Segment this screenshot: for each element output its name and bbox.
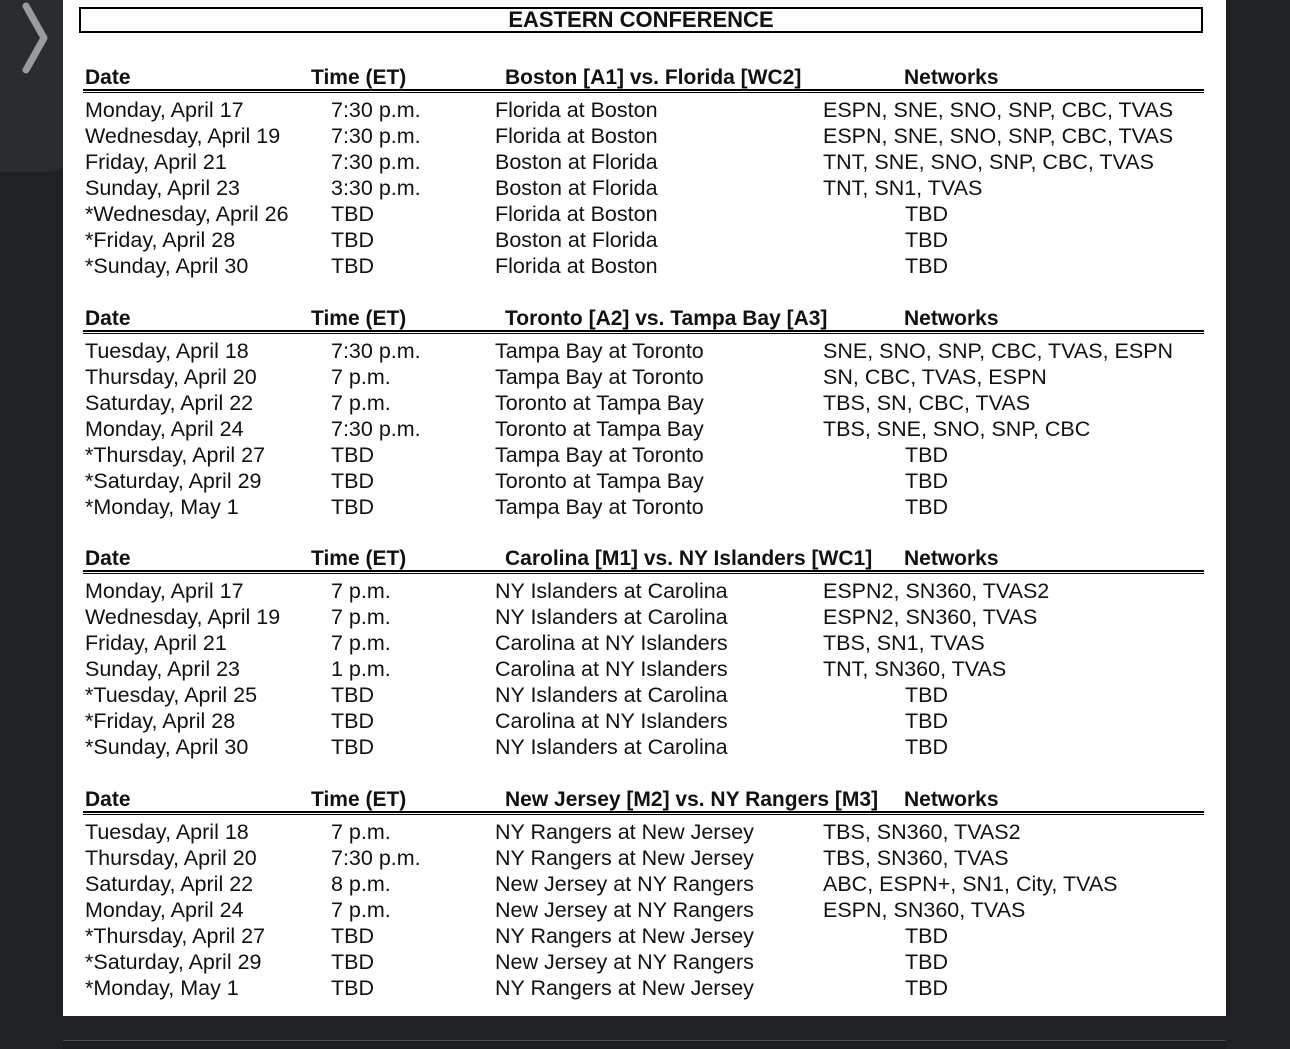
game-networks: SNE, SNO, SNP, CBC, TVAS, ESPN [823, 339, 1174, 363]
series-block [63, 307, 1226, 527]
game-matchup: Carolina at NY Islanders [495, 709, 728, 733]
game-date: Monday, April 17 [85, 98, 244, 122]
game-row [63, 338, 1226, 364]
series-block [63, 66, 1226, 286]
column-header-date: Date [85, 66, 131, 89]
schedule-document [63, 0, 1226, 1016]
game-time: 7 p.m. [331, 631, 391, 655]
game-date: Friday, April 21 [85, 631, 227, 655]
game-date: Thursday, April 20 [85, 846, 257, 870]
game-matchup: NY Islanders at Carolina [495, 605, 728, 629]
game-date: Friday, April 21 [85, 150, 227, 174]
game-time: 7 p.m. [331, 391, 391, 415]
game-date: Saturday, April 22 [85, 391, 254, 415]
column-header-date: Date [85, 307, 131, 330]
game-matchup: NY Rangers at New Jersey [495, 820, 754, 844]
game-networks: TNT, SN1, TVAS [823, 176, 983, 200]
game-networks: ESPN, SN360, TVAS [823, 898, 1026, 922]
game-row [63, 708, 1226, 734]
game-date: *Wednesday, April 26 [85, 202, 289, 226]
game-matchup: NY Islanders at Carolina [495, 683, 728, 707]
game-row [63, 578, 1226, 604]
game-row [63, 819, 1226, 845]
game-networks: TNT, SN360, TVAS [823, 657, 1007, 681]
game-matchup: Tampa Bay at Toronto [495, 365, 704, 389]
game-matchup: Boston at Florida [495, 150, 658, 174]
game-networks: ESPN2, SN360, TVAS2 [823, 579, 1050, 603]
game-matchup: Toronto at Tampa Bay [495, 391, 704, 415]
series-matchup: Toronto [A2] vs. Tampa Bay [A3] [505, 307, 828, 330]
game-date: Wednesday, April 19 [85, 124, 281, 148]
game-time: 3:30 p.m. [331, 176, 421, 200]
game-date: Thursday, April 20 [85, 365, 257, 389]
game-time: 7 p.m. [331, 365, 391, 389]
game-date: *Sunday, April 30 [85, 254, 249, 278]
game-networks: TBD [905, 735, 948, 759]
header-rule [83, 570, 1204, 574]
column-header-time: Time (ET) [311, 788, 407, 811]
game-row [63, 123, 1226, 149]
game-networks: TBD [905, 976, 948, 1000]
game-date: *Friday, April 28 [85, 709, 236, 733]
game-time: TBD [331, 735, 374, 759]
game-time: 7:30 p.m. [331, 339, 421, 363]
game-row [63, 975, 1226, 1001]
game-row [63, 604, 1226, 630]
game-date: Monday, April 17 [85, 579, 244, 603]
game-matchup: Tampa Bay at Toronto [495, 339, 704, 363]
column-header-time: Time (ET) [311, 66, 407, 89]
game-row [63, 734, 1226, 760]
game-time: TBD [331, 924, 374, 948]
game-matchup: Florida at Boston [495, 124, 658, 148]
game-time: TBD [331, 443, 374, 467]
game-date: *Tuesday, April 25 [85, 683, 258, 707]
game-matchup: Tampa Bay at Toronto [495, 495, 704, 519]
column-header-date: Date [85, 547, 131, 570]
column-header-time: Time (ET) [311, 307, 407, 330]
header-rule [83, 89, 1204, 93]
game-date: *Friday, April 28 [85, 228, 236, 252]
game-networks: TBD [905, 950, 948, 974]
game-date: Tuesday, April 18 [85, 820, 249, 844]
game-time: 7 p.m. [331, 605, 391, 629]
column-header-networks: Networks [904, 547, 999, 570]
game-time: TBD [331, 976, 374, 1000]
game-row [63, 923, 1226, 949]
game-row [63, 97, 1226, 123]
game-matchup: Florida at Boston [495, 254, 658, 278]
game-networks: TBD [905, 495, 948, 519]
header-rule [83, 811, 1204, 815]
game-matchup: Florida at Boston [495, 98, 658, 122]
game-time: TBD [331, 683, 374, 707]
game-date: Monday, April 24 [85, 417, 244, 441]
game-time: 7:30 p.m. [331, 124, 421, 148]
game-time: 7:30 p.m. [331, 417, 421, 441]
game-row [63, 845, 1226, 871]
game-date: *Saturday, April 29 [85, 950, 262, 974]
game-networks: ESPN, SNE, SNO, SNP, CBC, TVAS [823, 124, 1174, 148]
game-matchup: New Jersey at NY Rangers [495, 950, 754, 974]
game-matchup: NY Islanders at Carolina [495, 579, 728, 603]
game-time: TBD [331, 202, 374, 226]
game-time: 7:30 p.m. [331, 846, 421, 870]
series-block [63, 788, 1226, 1008]
game-row [63, 364, 1226, 390]
game-row [63, 253, 1226, 279]
game-row [63, 630, 1226, 656]
game-matchup: Florida at Boston [495, 202, 658, 226]
series-matchup: Carolina [M1] vs. NY Islanders [WC1] [505, 547, 873, 570]
game-row [63, 149, 1226, 175]
game-time: 7:30 p.m. [331, 98, 421, 122]
game-date: *Thursday, April 27 [85, 924, 266, 948]
game-networks: TBS, SN360, TVAS [823, 846, 1009, 870]
game-date: Sunday, April 23 [85, 176, 240, 200]
game-networks: TBD [905, 254, 948, 278]
game-time: 8 p.m. [331, 872, 391, 896]
header-rule [83, 330, 1204, 334]
series-matchup: New Jersey [M2] vs. NY Rangers [M3] [505, 788, 879, 811]
game-networks: TBS, SN, CBC, TVAS [823, 391, 1031, 415]
column-header-date: Date [85, 788, 131, 811]
game-date: Saturday, April 22 [85, 872, 254, 896]
game-row [63, 468, 1226, 494]
game-date: *Saturday, April 29 [85, 469, 262, 493]
game-networks: TBD [905, 924, 948, 948]
game-matchup: Carolina at NY Islanders [495, 657, 728, 681]
game-networks: TBS, SN360, TVAS2 [823, 820, 1021, 844]
game-time: 1 p.m. [331, 657, 391, 681]
game-time: TBD [331, 228, 374, 252]
game-row [63, 175, 1226, 201]
game-networks: TBD [905, 228, 948, 252]
game-networks: TBD [905, 469, 948, 493]
previous-image-tab[interactable] [0, 0, 70, 172]
game-date: Wednesday, April 19 [85, 605, 281, 629]
column-header-networks: Networks [904, 788, 999, 811]
game-matchup: NY Rangers at New Jersey [495, 976, 754, 1000]
game-date: *Monday, May 1 [85, 976, 239, 1000]
game-time: 7 p.m. [331, 820, 391, 844]
game-networks: TBS, SN1, TVAS [823, 631, 985, 655]
game-matchup: Boston at Florida [495, 176, 658, 200]
conference-title: EASTERN CONFERENCE [79, 7, 1203, 33]
column-header-networks: Networks [904, 66, 999, 89]
game-matchup: NY Islanders at Carolina [495, 735, 728, 759]
game-date: *Thursday, April 27 [85, 443, 266, 467]
game-row [63, 494, 1226, 520]
right-margin [1226, 0, 1290, 1048]
game-matchup: Carolina at NY Islanders [495, 631, 728, 655]
game-networks: TBD [905, 202, 948, 226]
game-row [63, 201, 1226, 227]
game-networks: TBD [905, 709, 948, 733]
column-header-time: Time (ET) [311, 547, 407, 570]
game-time: TBD [331, 950, 374, 974]
game-row [63, 390, 1226, 416]
series-matchup: Boston [A1] vs. Florida [WC2] [505, 66, 802, 89]
chevron-right-icon[interactable] [14, 0, 54, 80]
game-row [63, 871, 1226, 897]
game-matchup: Tampa Bay at Toronto [495, 443, 704, 467]
game-date: Tuesday, April 18 [85, 339, 249, 363]
game-date: *Monday, May 1 [85, 495, 239, 519]
game-networks: TBD [905, 683, 948, 707]
game-row [63, 416, 1226, 442]
game-time: TBD [331, 709, 374, 733]
game-row [63, 949, 1226, 975]
game-matchup: Toronto at Tampa Bay [495, 469, 704, 493]
game-matchup: Boston at Florida [495, 228, 658, 252]
game-networks: SN, CBC, TVAS, ESPN [823, 365, 1047, 389]
game-row [63, 442, 1226, 468]
game-matchup: Toronto at Tampa Bay [495, 417, 704, 441]
game-time: 7:30 p.m. [331, 150, 421, 174]
game-networks: TBS, SNE, SNO, SNP, CBC [823, 417, 1091, 441]
game-matchup: NY Rangers at New Jersey [495, 924, 754, 948]
game-networks: TNT, SNE, SNO, SNP, CBC, TVAS [823, 150, 1154, 174]
game-row [63, 897, 1226, 923]
column-header-networks: Networks [904, 307, 999, 330]
game-time: 7 p.m. [331, 898, 391, 922]
game-networks: TBD [905, 443, 948, 467]
game-matchup: New Jersey at NY Rangers [495, 872, 754, 896]
game-matchup: NY Rangers at New Jersey [495, 846, 754, 870]
game-matchup: New Jersey at NY Rangers [495, 898, 754, 922]
game-date: *Sunday, April 30 [85, 735, 249, 759]
game-networks: ESPN, SNE, SNO, SNP, CBC, TVAS [823, 98, 1174, 122]
game-networks: ESPN2, SN360, TVAS [823, 605, 1038, 629]
game-date: Sunday, April 23 [85, 657, 240, 681]
game-row [63, 682, 1226, 708]
game-time: TBD [331, 469, 374, 493]
game-date: Monday, April 24 [85, 898, 244, 922]
game-time: TBD [331, 254, 374, 278]
game-time: 7 p.m. [331, 579, 391, 603]
game-row [63, 227, 1226, 253]
game-networks: ABC, ESPN+, SN1, City, TVAS [823, 872, 1118, 896]
game-row [63, 656, 1226, 682]
game-time: TBD [331, 495, 374, 519]
series-block [63, 547, 1226, 767]
